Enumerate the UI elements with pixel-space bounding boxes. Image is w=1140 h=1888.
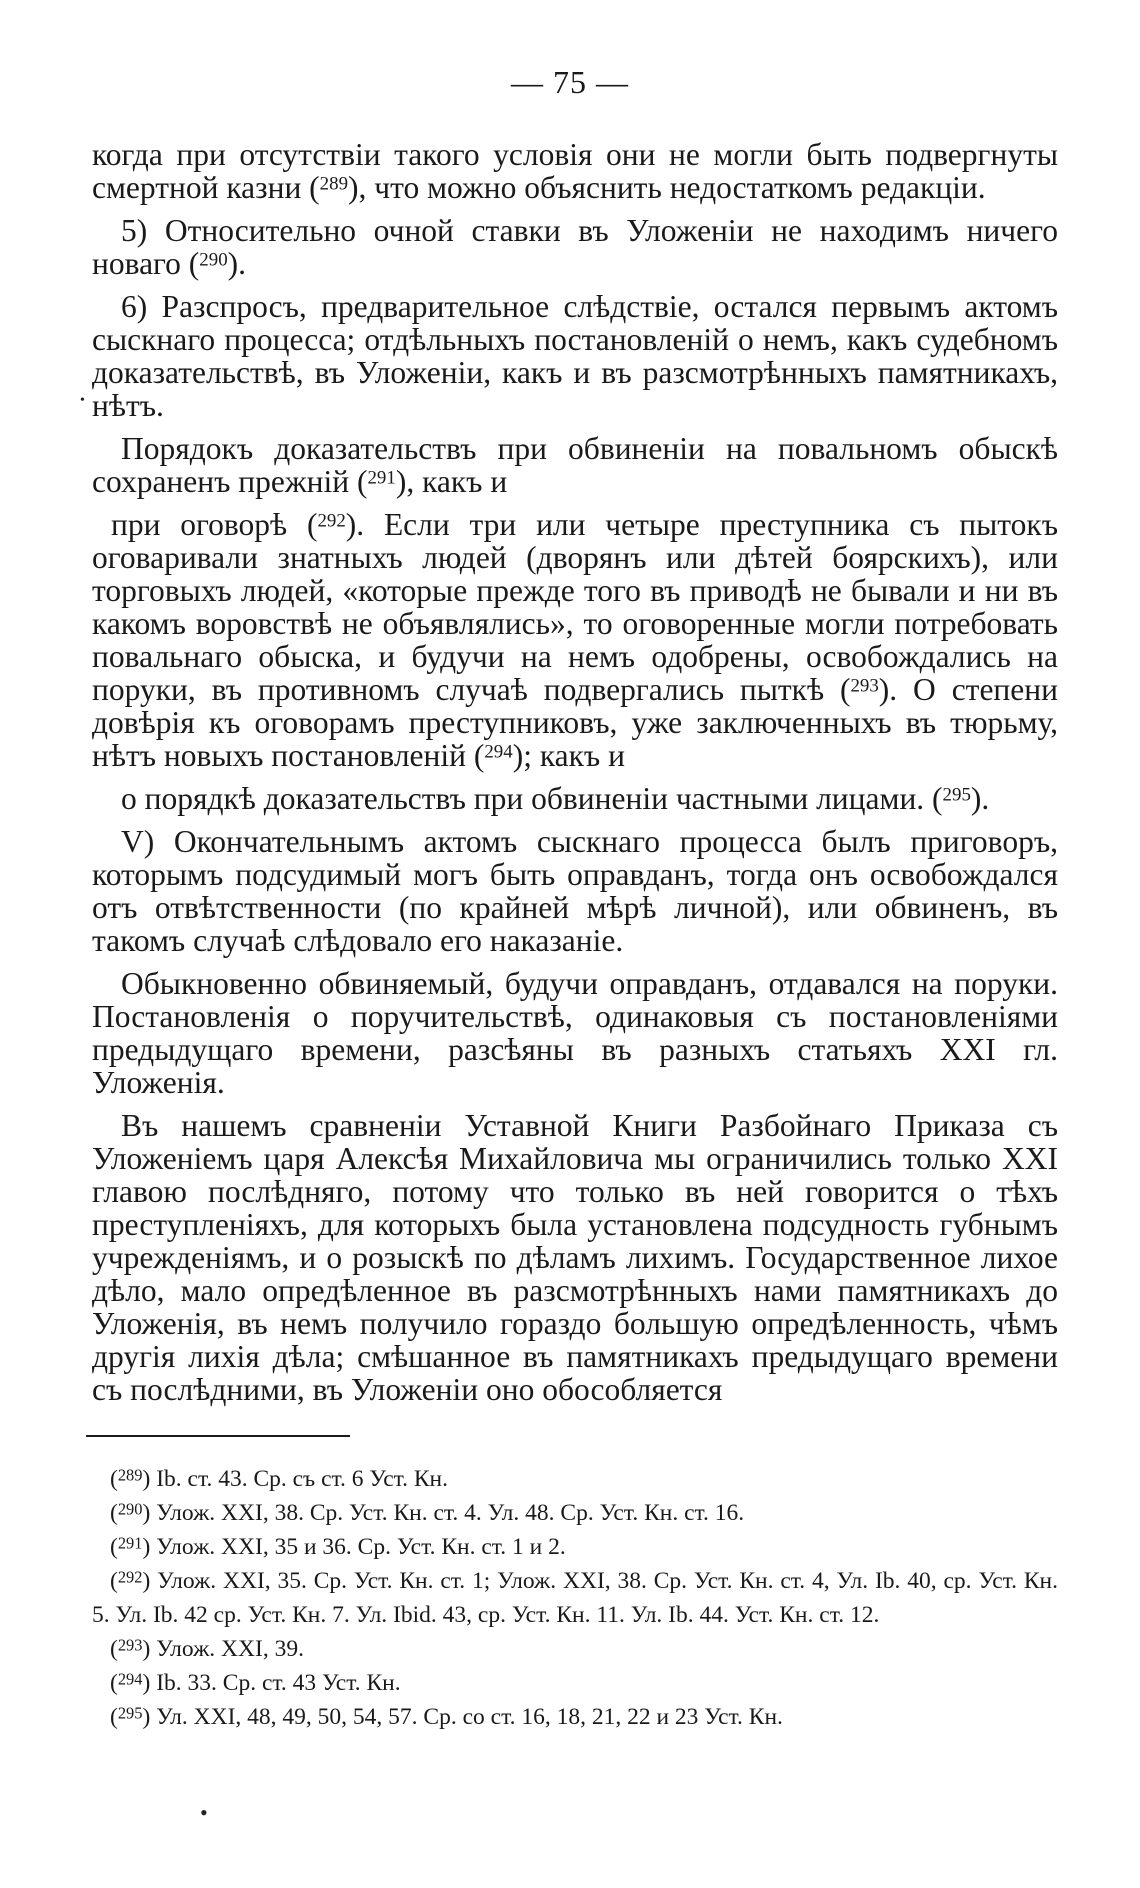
paragraph — [92, 825, 1058, 957]
footnote: ($^{290}$) Улож. XXI, 38. Ср. Уст. Кн. ст. 4. Ул. 48. Ср. Уст. Кн. ст. 16. — [110, 1499, 745, 1526]
footnote-ref: 291 — [367, 467, 396, 489]
footnote-ref: 290 — [199, 249, 228, 271]
footnote-divider — [86, 1435, 350, 1437]
text-run: 6) Разспросъ, предварительное слѣдствіе, остался первымъ актомъ сыскнаго процесса; отдѣльныхъ постановленій о немъ, какъ судебномъ доказательствѣ, въ Уложеніи, какъ и въ разсмотрѣнныхъ памятникахъ, нѣтъ. — [92, 289, 1058, 423]
footnote: ($^{291}$) Улож. XXI, 35 и 36. Ср. Уст. Кн. ст. 1 и 2. — [110, 1533, 566, 1560]
footnotes — [92, 1462, 1058, 1734]
paragraph — [92, 214, 1058, 280]
paragraph — [92, 290, 1058, 422]
footnote-text: Улож. XXI, 38. Ср. Уст. Кн. ст. 4. Ул. 48. Ср. Уст. Кн. ст. 16. — [156, 1500, 745, 1526]
footnote-number: 293 — [117, 1635, 143, 1655]
paragraph — [92, 1109, 1058, 1406]
text-run: о порядкѣ доказательствъ при обвиненіи частными лицами. ( — [121, 781, 943, 816]
footnote-number: 291 — [117, 1533, 143, 1553]
footnote-ref: 293 — [850, 675, 879, 697]
text-run: V) Окончательнымъ актомъ сыскнаго процесса былъ приговоръ, которымъ подсудимый могъ быть оправданъ, тогда онъ освобождался отъ отвѣтственности (по крайней мѣрѣ личной), или обвиненъ, въ такомъ случаѣ слѣдовало его наказаніе. — [92, 824, 1058, 958]
paragraph — [92, 138, 1058, 204]
text-run: при оговорѣ ( — [111, 507, 318, 542]
footnote: ($^{292}$) Улож. XXI, 35. Ср. Уст. Кн. ст. 1; Улож. XXI, 38. Ср. Уст. Кн. ст. 4, Ул. Ib. 40, ср. Уст. Кн. 5. Ул. Ib. 42 ср. Уст. Кн. 7. Ул. Ibid. 43, ср. Уст. Кн. 11. Ул. Ib. 44. Уст. Кн. ст. 12. — [92, 1567, 1058, 1628]
text-run: 5) Относительно очной ставки въ Уложеніи не находимъ ничего новаго ( — [92, 213, 1058, 281]
text-run: ); какъ и — [512, 738, 625, 773]
footnote-number: 294 — [117, 1669, 143, 1689]
footnote-text: Улож. XXI, 35 и 36. Ср. Уст. Кн. ст. 1 и 2. — [156, 1534, 566, 1560]
text-run: ). — [227, 246, 247, 281]
text-run: ), что можно объяснить недостаткомъ редакціи. — [348, 170, 986, 205]
main-text — [92, 138, 1058, 1416]
paragraph — [92, 967, 1058, 1099]
footnote-ref: 289 — [319, 173, 349, 195]
paragraph — [92, 782, 1058, 815]
footnote: ($^{295}$) Ул. XXI, 48, 49, 50, 54, 57. Ср. со ст. 16, 18, 21, 22 и 23 Уст. Кн. — [110, 1703, 783, 1730]
footnote-text: Ib. ст. 43. Ср. съ ст. 6 Уст. Кн. — [156, 1466, 449, 1492]
footnote-number: 292 — [117, 1567, 143, 1587]
text-run: ). Если три или четыре преступника съ пытокъ оговаривали знатныхъ людей (дворянъ или дѣтей боярскихъ), или торговыхъ людей, «которые прежде того въ приводѣ не бывали и ни въ какомъ воровствѣ не объявлялись», то оговоренные могли потребовать повальнаго обыска, и будучи на немъ одобрены, освобождались на поруки, въ противномъ случаѣ подвергались пыткѣ ( — [92, 507, 1058, 707]
footnote-ref: 292 — [317, 510, 346, 532]
text-run: когда при отсутствіи такого условія они не могли быть подвергнуты смертной казни ( — [92, 137, 1058, 205]
ink-speck: • — [200, 1800, 208, 1825]
text-run: Въ нашемъ сравненіи Уставной Книги Разбойнаго Приказа съ Уложеніемъ царя Алексѣя Михайловича мы ограничились только XXI главою послѣдняго, потому что только въ ней говорится о тѣхъ преступленіяхъ, для которыхъ была установлена подсудность губнымъ учрежденіямъ, и о розыскѣ по дѣламъ лихимъ. Государственное лихое дѣло, мало опредѣленное въ разсмотрѣнныхъ нами памятникахъ до Уложенія, въ немъ получило гораздо большую опредѣленность, чѣмъ другія лихія дѣла; смѣшанное въ памятникахъ предыдущаго времени съ послѣдними, въ Уложеніи оно обособляется — [92, 1108, 1058, 1407]
page-number: — 75 — — [511, 64, 629, 100]
footnote-text: Ib. 33. Ср. ст. 43 Уст. Кн. — [156, 1670, 401, 1696]
text-run: ), какъ и — [395, 464, 508, 499]
footnote-text: Улож. XXI, 35. Ср. Уст. Кн. ст. 1; Улож. XXI, 38. Ср. Уст. Кн. ст. 4, Ул. Ib. 40, ср. Уст. Кн. 5. Ул. Ib. 42 ср. Уст. Кн. 7. Ул. Ibid. 43, ср. Уст. Кн. 11. Ул. Ib. 44. Уст. Кн. ст. 12. — [92, 1568, 1058, 1628]
text-run: Обыкновенно обвиняемый, будучи оправданъ, отдавался на поруки. Постановленія о поручительствѣ, одинаковыя съ постановленіями предыдущаго времени, разсѣяны въ разныхъ статьяхъ XXI гл. Уложенія. — [92, 966, 1058, 1100]
footnote: ($^{294}$) Ib. 33. Ср. ст. 43 Уст. Кн. — [110, 1669, 401, 1696]
paragraph — [92, 508, 1058, 772]
footnote-number: 295 — [117, 1703, 143, 1723]
paragraph — [92, 432, 1058, 498]
footnote-ref: 295 — [942, 784, 971, 806]
footnote-text: Ул. XXI, 48, 49, 50, 54, 57. Ср. со ст. 16, 18, 21, 22 и 23 Уст. Кн. — [156, 1704, 783, 1730]
footnote-text: Улож. XXI, 39. — [156, 1636, 304, 1662]
text-run: ). О степени довѣрія къ оговорамъ преступниковъ, уже заключенныхъ въ тюрьму, нѣтъ новыхъ постановленій ( — [92, 672, 1058, 773]
text-run: ). — [970, 781, 990, 816]
footnote-ref: 294 — [484, 741, 513, 763]
text-run: Порядокъ доказательствъ при обвиненіи на повальномъ обыскѣ сохраненъ прежній ( — [92, 431, 1058, 499]
ink-speck: • — [80, 393, 85, 408]
footnote-number: 290 — [117, 1499, 143, 1519]
footnote: ($^{293}$) Улож. XXI, 39. — [110, 1635, 304, 1662]
footnote: ($^{289}$) Ib. ст. 43. Ср. съ ст. 6 Уст. Кн. — [110, 1465, 449, 1492]
footnote-number: 289 — [117, 1465, 143, 1485]
